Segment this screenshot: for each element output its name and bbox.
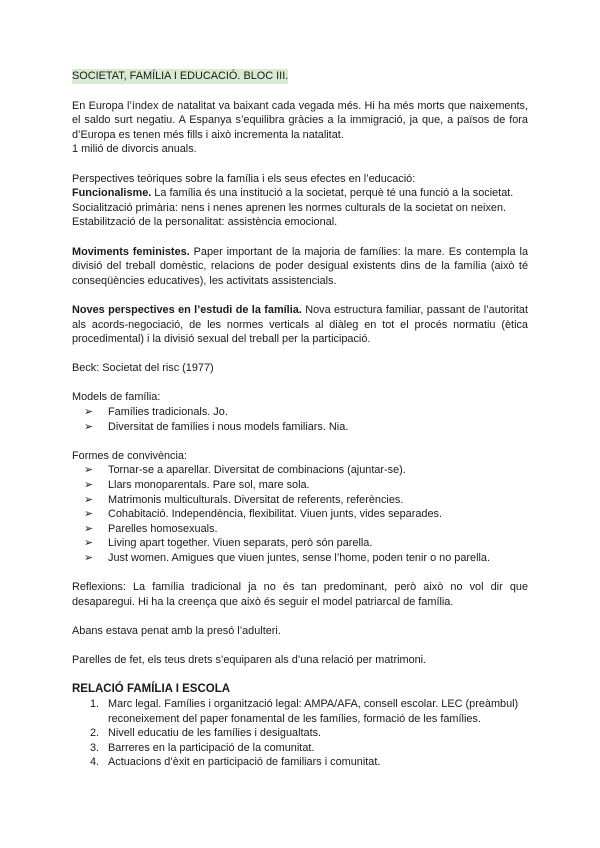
arrow-bullet-icon: ➢ [84,522,94,535]
arrow-bullet-icon: ➢ [84,508,94,521]
divorces-line: 1 milió de divorcis anuals. [72,143,197,156]
arrow-bullet-icon: ➢ [84,552,94,564]
list-item: 1. Marc legal. Famílies i organització legal: AMPA/AFA, consell escolar. LEC (preàmbul) reconeixement del paper fonamental de les famílies, formació de les famílies. [90,697,519,725]
school-list [72,697,528,770]
forms-heading: Formes de convivència: [72,449,188,462]
functionalism-text: La família és una institució a la societat, perquè té una funció a la societat. [151,187,514,200]
list-item: ➢ Llars monoparentals. Pare sol, mare sola. [84,479,310,492]
list-item: 2. Nivell educatiu de les famílies i desigualtats. [90,727,322,740]
beck-line: Beck: Societat del risc (1977) [72,362,214,375]
list-item: ➢ Just women. Amigues que viuen juntes, sense l’home, poden tenir o no parella. [84,552,491,564]
new-perspectives-bold: Noves perspectives en l’estudi de la família. [72,303,302,316]
arrow-bullet-icon: ➢ [84,420,94,433]
couples-line: Parelles de fet, els teus drets s’equiparen als d’una relació per matrimoni. [72,654,427,667]
arrow-bullet-icon: ➢ [84,464,94,477]
feminist-text: Paper important de la majoria de famílies: la mare. Es contempla la divisió del treball domèstic, relacions de poder desigual existents dins de la família (això té conseqüències educatives), les activitats assistencials. [72,245,528,287]
functionalism-line2: Socialització primària: nens i nenes aprenen les normes culturals de la societat on neixen. [72,201,507,214]
intro-paragraph: En Europa l’índex de natalitat va baixant cada vegada més. Hi ha més morts que naixements, el saldo surt negatiu. A Espanya s’equilibra gràcies a la immigració, ja que, a països de fora d’Europa es tenen més fills i això incrementa la natalitat. [72,99,528,141]
list-item: ➢ Matrimonis multiculturals. Diversitat de referents, referències. [84,493,404,506]
arrow-bullet-icon: ➢ [84,406,94,419]
arrow-bullet-icon: ➢ [84,537,94,550]
functionalism-bold: Funcionalisme. [72,187,152,200]
models-list [72,405,528,434]
forms-list [72,463,528,565]
list-item: ➢ Cohabitació. Independència, flexibilitat. Viuen junts, vides separades. [84,508,442,521]
perspectives-heading: Perspectives teòriques sobre la família i els seus efectes en l’educació: [72,172,416,185]
list-item: ➢ Parelles homosexuals. [84,522,218,535]
document-body [72,69,528,770]
list-item: ➢ Diversitat de famílies i nous models familiars. Nia. [84,420,349,433]
adultery-line: Abans estava penat amb la presó l’adulteri. [72,624,281,637]
functionalism-line3: Estabilització de la personalitat: assistència emocional. [72,216,338,229]
list-item: ➢ Tornar-se a aparellar. Diversitat de combinacions (ajuntar-se). [84,464,406,477]
models-heading: Models de família: [72,391,161,404]
list-item: 3. Barreres en la participació de la comunitat. [90,741,315,754]
list-item: 4. Actuacions d’èxit en participació de familiars i comunitat. [90,756,381,769]
reflexions-paragraph: Reflexions: La família tradicional ja no és tan predominant, però això no vol dir que desaparegui. Hi ha la creença que això és seguir el model patriarcal de família. [72,581,528,608]
list-item: ➢ Famílies tradicionals. Jo. [84,406,228,419]
school-heading: RELACIÓ FAMÍLIA I ESCOLA [72,683,231,696]
feminist-bold: Moviments feministes. [72,245,190,258]
arrow-bullet-icon: ➢ [84,493,94,506]
list-item: ➢ Living apart together. Viuen separats, però són parella. [84,537,373,550]
document-title: SOCIETAT, FAMÍLIA I EDUCACIÓ. BLOC III. [72,70,289,82]
arrow-bullet-icon: ➢ [84,479,94,492]
feminist-paragraph [72,245,528,289]
new-perspectives-paragraph [72,303,528,347]
new-perspectives-text: Nova estructura familiar, passant de l’autoritat als acords-negociació, de les normes verticals al diàleg en tot el procés normatiu (ètica procedimental) i la divisió sexual del treball per la participació. [72,303,528,346]
functionalism-paragraph [72,186,528,201]
